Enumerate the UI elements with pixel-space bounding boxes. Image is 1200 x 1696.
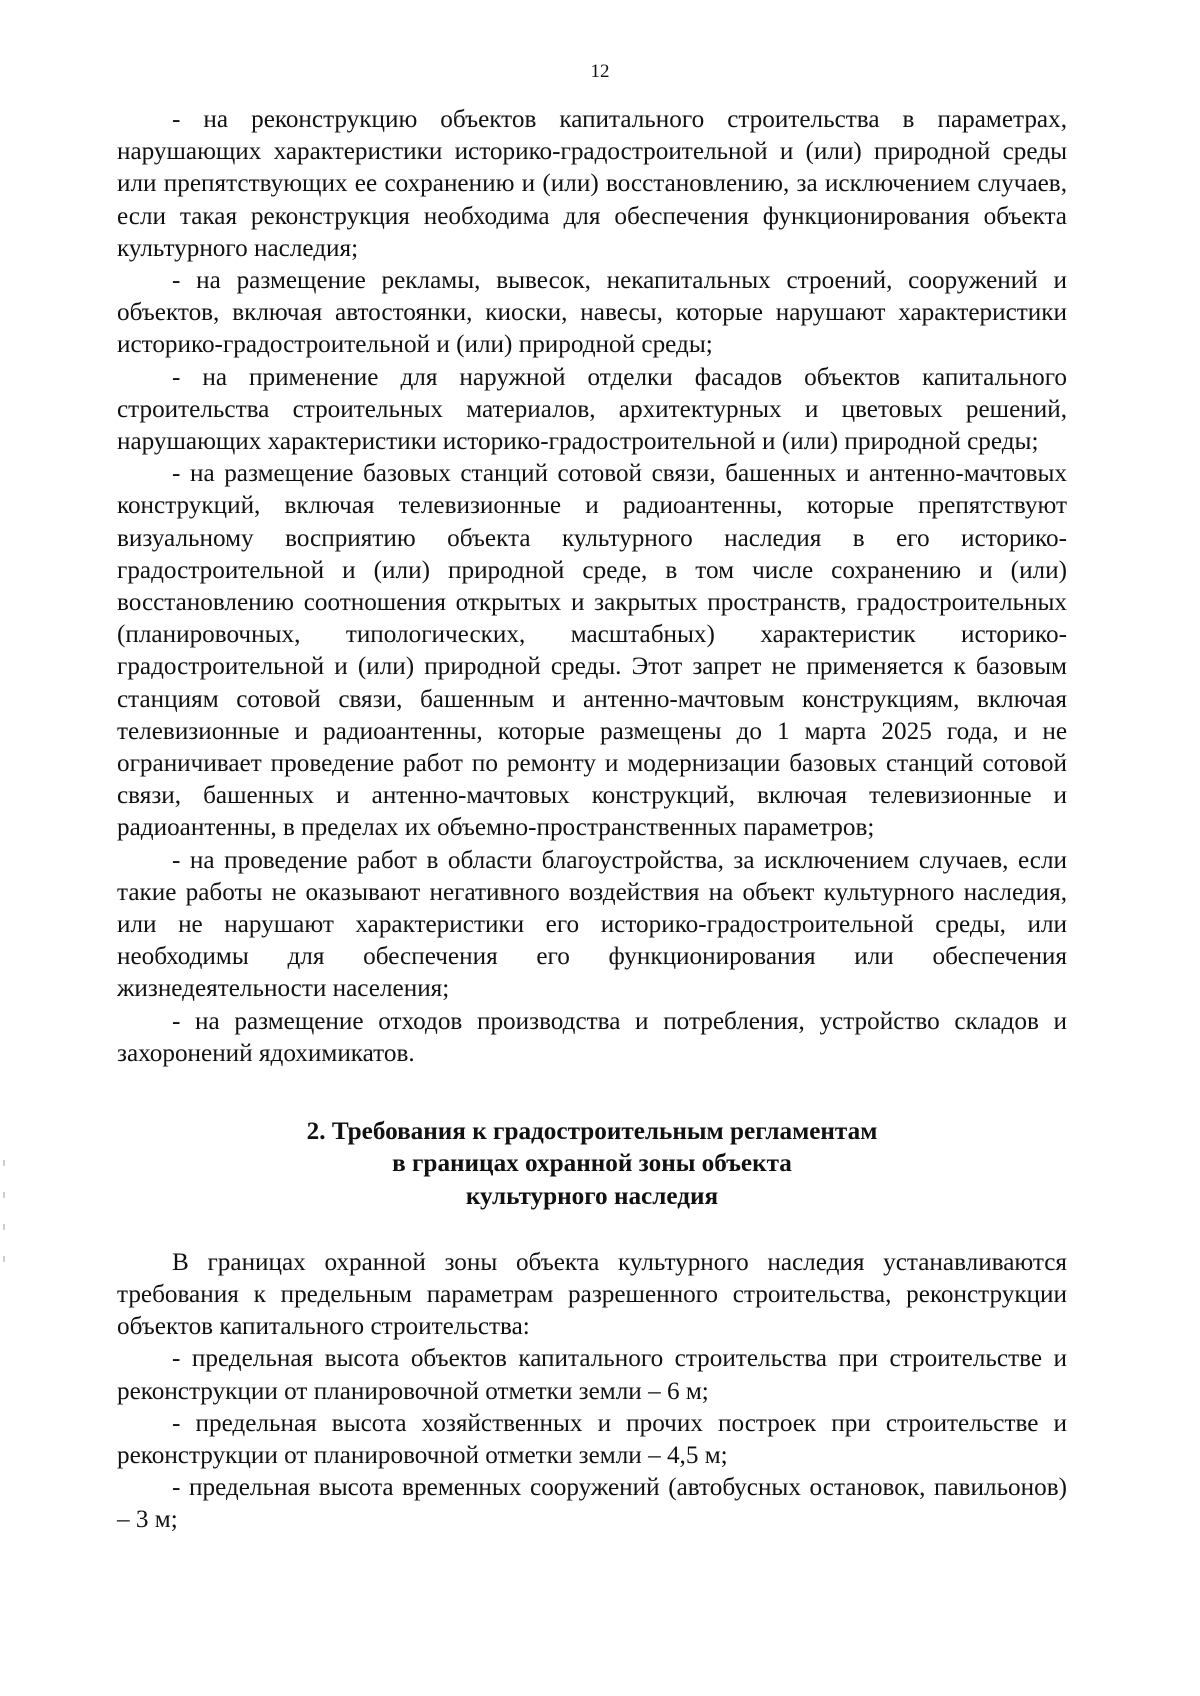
scan-mark <box>3 1192 5 1198</box>
section-heading-line: 2. Требования к градостроительным регламентам <box>306 1118 878 1146</box>
page-number: 12 <box>590 61 610 82</box>
paragraph-prohibition-advertising: - на размещение рекламы, вывесок, некапитальных строений, сооружений и объектов, включая автостоянки, киоски, навесы, которые нарушают характеристики историко-градостроительной и (или) природной среды; <box>117 267 1067 359</box>
paragraph-prohibition-cell-stations: - на размещение базовых станций сотовой связи, башенных и антенно-мачтовых конструкций, включая телевизионные и радиоантенны, которые препятствуют визуальному восприятию объекта культурного наследия в его историко-градостроительной и (или) природной среде, в том числе сохранению и (или) восстановлению соотношения открытых и закрытых пространств, градостроительных (планировочных, типологических, масштабных) характеристик историко-градостроительной и (или) природной среды. Этот запрет не применяется к базовым станциям сотовой связи, башенным и антенно-мачтовым конструкциям, включая телевизионные и радиоантенны, которые размещены до 1 марта 2025 года, и не ограничивает проведение работ по ремонту и модернизации базовых станций сотовой связи, башенных и антенно-мачтовых конструкций, включая телевизионные и радиоантенны, в пределах их объемно-пространственных параметров; <box>117 460 1067 842</box>
scan-edge-marks <box>3 1160 5 1280</box>
paragraph-prohibition-facade-materials: - на применение для наружной отделки фасадов объектов капитального строительства строительных материалов, архитектурных и цветовых решений, нарушающих характеристики историко-градостроительной и (или) природной среды; <box>117 363 1067 456</box>
scan-mark <box>3 1224 5 1230</box>
scan-mark <box>3 1256 5 1262</box>
paragraph-height-outbuildings: - предельная высота хозяйственных и прочих построек при строительстве и реконструкции от планировочной отметки земли – 4,5 м; <box>117 1409 1067 1469</box>
paragraph-prohibition-reconstruction: - на реконструкцию объектов капитального строительства в параметрах, нарушающих характеристики историко-градостроительной и (или) природной среды или препятствующих ее сохранению и (или) восстановлению, за исключением случаев, если такая реконструкция необходима для обеспечения функционирования объекта культурного наследия; <box>117 106 1067 262</box>
section-heading <box>117 1116 1067 1213</box>
paragraph-prohibition-landscaping: - на проведение работ в области благоустройства, за исключением случаев, если такие работы не оказывают негативного воздействия на объект культурного наследия, или не нарушают характеристики его историко-градостроительной среды, или необходимы для обеспечения его функционирования или обеспечения жизнедеятельности населения; <box>117 846 1067 1003</box>
document-body <box>117 104 1067 1537</box>
paragraph-height-buildings: - предельная высота объектов капитального строительства при строительстве и реконструкции от планировочной отметки земли – 6 м; <box>117 1345 1067 1405</box>
paragraph-requirements-intro: В границах охранной зоны объекта культурного наследия устанавливаются требования к предельным параметрам разрешенного строительства, реконструкции объектов капитального строительства: <box>117 1248 1067 1341</box>
paragraph-prohibition-waste: - на размещение отходов производства и потребления, устройство складов и захоронений ядохимикатов. <box>117 1007 1067 1067</box>
paragraph-height-temporary: - предельная высота временных сооружений (автобусных остановок, павильонов) – 3 м; <box>117 1474 1067 1534</box>
section-heading-line: в границах охранной зоны объекта <box>392 1150 792 1178</box>
section-heading-line: культурного наследия <box>465 1182 719 1210</box>
scan-mark <box>3 1160 5 1166</box>
